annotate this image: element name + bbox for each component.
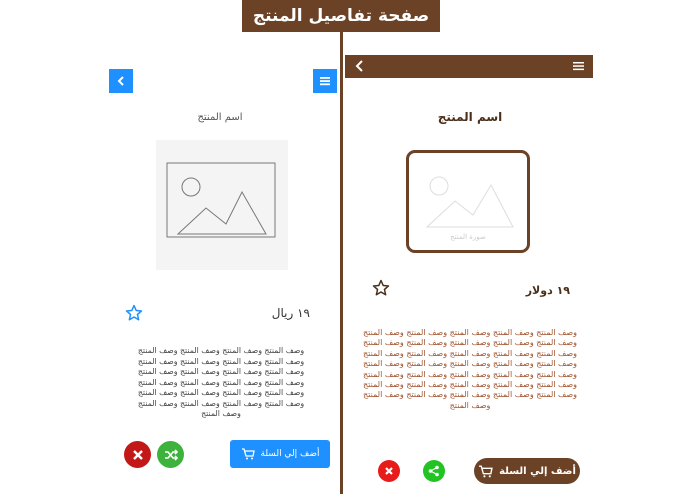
add-to-cart-button[interactable] (230, 440, 330, 468)
product-description: وصف المنتج وصف المنتج وصف المنتج وصف المنتج وصف المنتج وصف المنتج وصف المنتج وصف المنتج وصف المنتج وصف المنتج وصف المنتج وصف المنتج وصف المنتج وصف المنتج وصف المنتج وصف المنتج وصف المنتج وصف المنتج وصف المنتج وصف المنتج وصف المنتج وصف المنتج وصف المنتج وصف المنتج وصف المنتج (137, 346, 305, 418)
product-image (156, 140, 288, 270)
share-icon (428, 465, 440, 477)
back-button[interactable] (109, 69, 133, 93)
divider (340, 32, 343, 494)
close-icon (132, 449, 144, 461)
menu-button[interactable] (313, 69, 337, 93)
image-placeholder-icon (166, 162, 276, 238)
cart-icon (241, 448, 255, 460)
product-name: اسم المنتج (437, 110, 503, 124)
favorite-button[interactable] (125, 304, 143, 326)
page-title: صفحة تفاصيل المنتج (252, 6, 430, 26)
add-to-cart-label: أضف إلي السلة (499, 465, 576, 477)
close-button[interactable] (378, 460, 400, 482)
back-icon (355, 60, 365, 72)
product-name: اسم المنتج (197, 112, 243, 123)
favorite-button[interactable] (372, 279, 390, 301)
star-icon (125, 304, 143, 322)
star-icon (372, 279, 390, 297)
share-button[interactable] (423, 460, 445, 482)
top-bar (345, 55, 593, 78)
product-description: وصف المنتج وصف المنتج وصف المنتج وصف المنتج وصف المنتج وصف المنتج وصف المنتج وصف المنتج وصف المنتج وصف المنتج وصف المنتج وصف المنتج وصف المنتج وصف المنتج وصف المنتج وصف المنتج وصف المنتج وصف المنتج وصف المنتج وصف المنتج وصف المنتج وصف المنتج وصف المنتج وصف المنتج وصف المنتج وصف المنتج وصف المنتج وصف المنتج وصف المنتج وصف المنتج وصف المنتج وصف المنتج وصف المنتج وصف المنتج وصف المنتج وصف المنتج (363, 328, 577, 410)
close-button[interactable] (124, 441, 151, 468)
back-icon (115, 75, 127, 87)
menu-icon (573, 61, 584, 71)
shuffle-icon (164, 448, 178, 462)
image-caption: صورة المنتج (450, 233, 486, 241)
product-price: ١٩ ريال (271, 306, 310, 320)
back-button[interactable] (352, 58, 368, 74)
image-placeholder-icon (423, 169, 515, 231)
add-to-cart-label: أضف إلي السلة (260, 449, 320, 459)
product-image (406, 150, 530, 253)
shuffle-button[interactable] (157, 441, 184, 468)
page-title-banner (242, 0, 440, 32)
product-price: ١٩ دولار (525, 284, 570, 297)
menu-button[interactable] (570, 58, 586, 74)
cart-icon (478, 465, 493, 478)
close-icon (384, 466, 394, 476)
menu-icon (319, 75, 331, 87)
add-to-cart-button[interactable] (474, 458, 580, 484)
